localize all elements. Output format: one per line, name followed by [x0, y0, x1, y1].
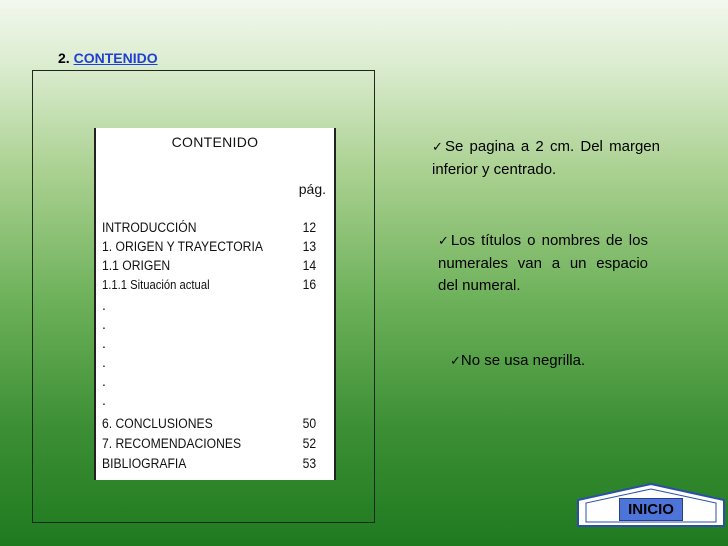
toc-ellipsis-dot: . [102, 373, 106, 389]
toc-row-page: 12 [302, 220, 317, 235]
inicio-button[interactable]: INICIO [619, 498, 683, 521]
bullet-titles [438, 230, 648, 297]
section-heading [58, 50, 158, 66]
toc-row-label: 1.1 ORIGEN [102, 258, 171, 273]
bullet-no-bold [450, 350, 650, 373]
bullet-text: Se pagina a 2 cm. Del margen inferior y centrado. [432, 138, 660, 178]
toc-row-page: 50 [302, 416, 317, 431]
checkmark-icon: ✓ [438, 234, 451, 249]
toc-ellipsis-dot: . [102, 392, 106, 408]
toc-row-label: 1. ORIGEN Y TRAYECTORIA [102, 239, 263, 254]
bullet-pagination [432, 136, 660, 181]
toc-row-page: 14 [302, 258, 317, 273]
toc-ellipsis-dot: . [102, 354, 106, 370]
toc-ellipsis-dot: . [102, 316, 106, 332]
checkmark-icon: ✓ [450, 354, 461, 369]
toc-row-label: 1.1.1 Situación actual [102, 278, 210, 292]
checkmark-icon: ✓ [432, 140, 445, 155]
toc-document-image [94, 128, 336, 480]
contenido-link[interactable]: CONTENIDO [73, 50, 158, 66]
bullet-text: No se usa negrilla. [460, 352, 586, 369]
toc-row-page: 16 [302, 277, 317, 292]
toc-row-label: 6. CONCLUSIONES [102, 416, 213, 431]
toc-ellipsis-dot: . [102, 297, 106, 313]
toc-row-label: INTRODUCCIÓN [102, 220, 197, 235]
toc-page-header: pág. [298, 181, 326, 197]
toc-row-page: 52 [302, 436, 317, 451]
toc-row-label: BIBLIOGRAFIA [102, 456, 187, 471]
toc-row-label: 7. RECOMENDACIONES [102, 436, 242, 451]
toc-title: CONTENIDO [171, 134, 259, 150]
toc-ellipsis-dot: . [102, 335, 106, 351]
toc-row-page: 13 [302, 239, 317, 254]
bullet-text: Los títulos o nombres de los numerales van a un espacio del numeral. [438, 232, 648, 294]
toc-row-page: 53 [302, 456, 317, 471]
section-number: 2. [58, 50, 70, 66]
